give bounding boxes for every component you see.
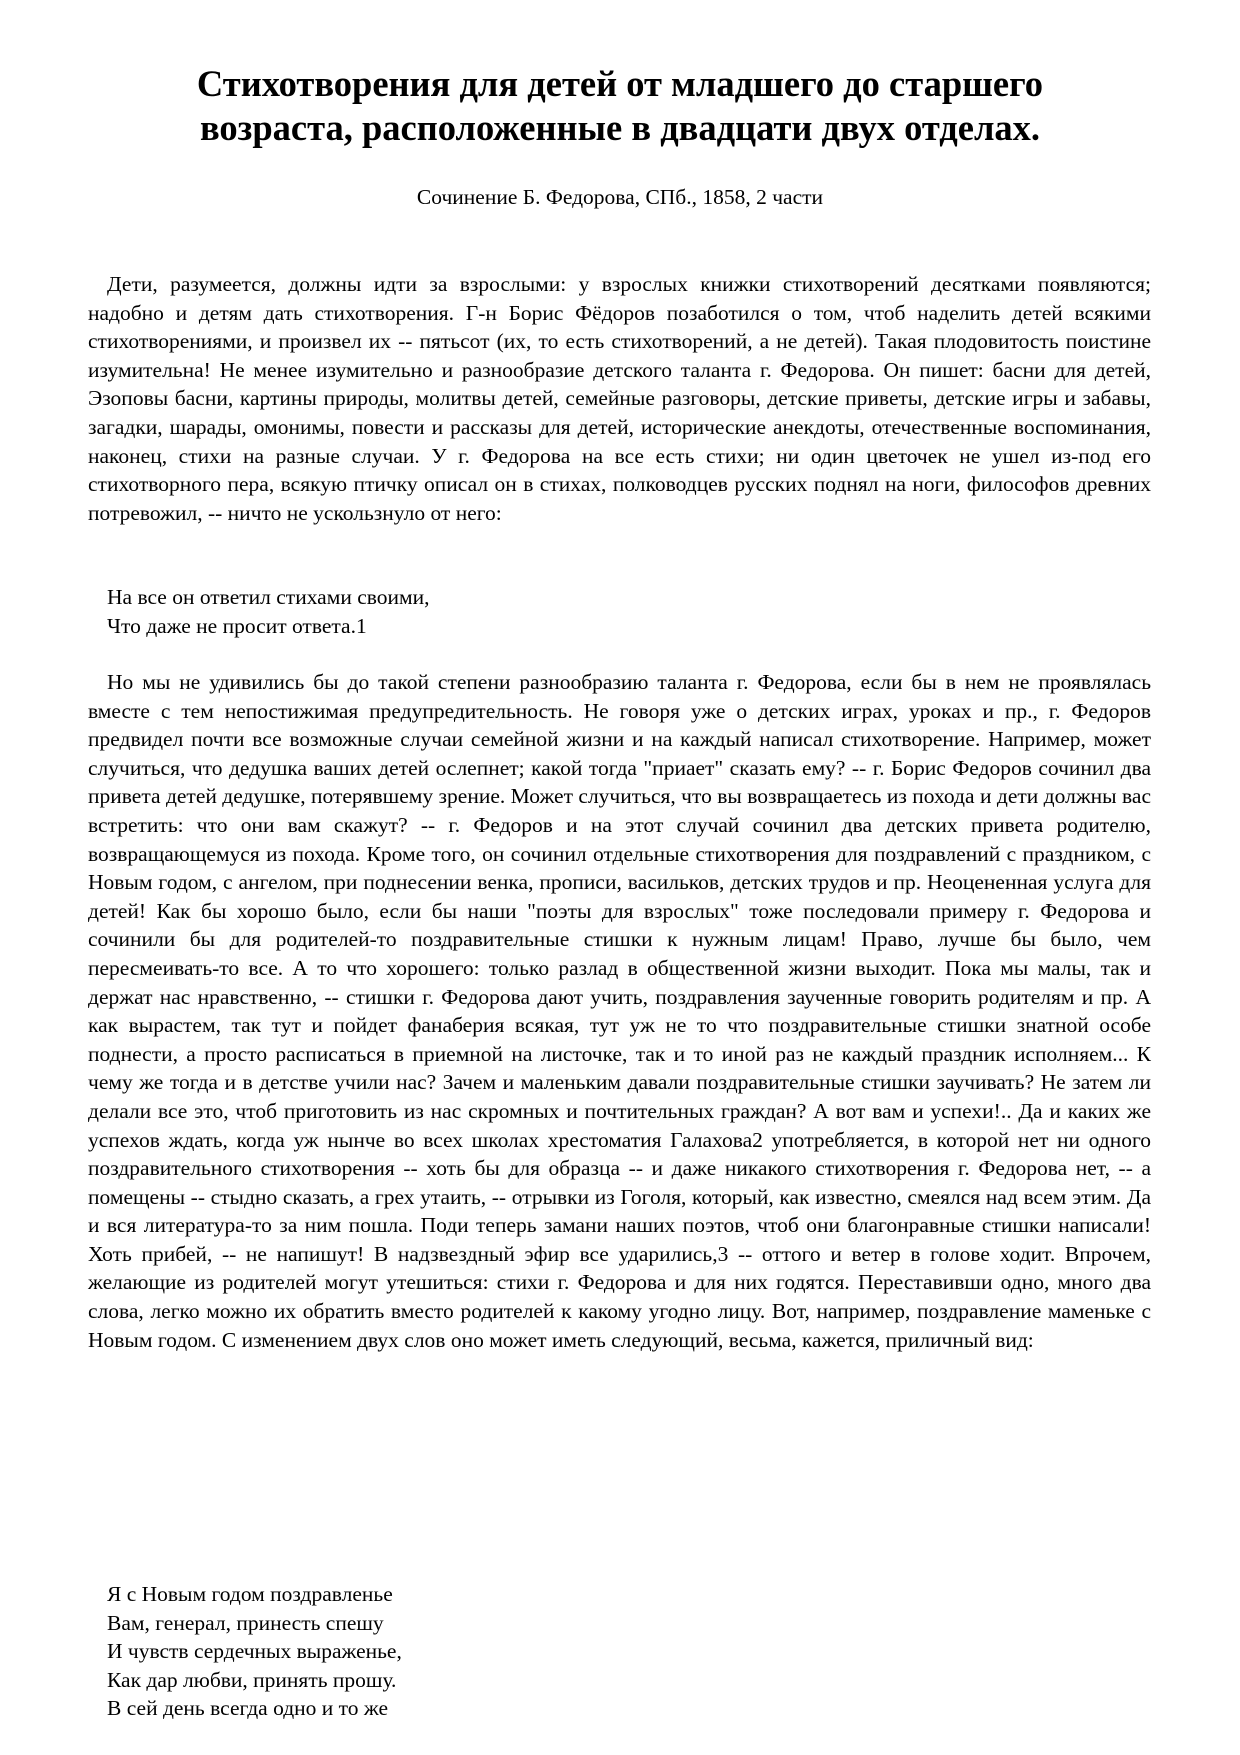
verse-line: Вам, генерал, принесть спешу [107,1610,384,1635]
body-paragraph: Но мы не удивились бы до такой степени разнообразию таланта г. Федорова, если бы в нем не проявлялась вместе с тем непостижимая предупредительность. Не говоря уже о детских играх, уроках и пр., г. Федоров предвидел почти все возможные случаи семейной жизни и на каждый написал стихотворение. Например, может случиться, что дедушка ваших детей ослепнет; какой тогда "приает" сказать ему? -- г. Борис Федоров сочинил два привета детей дедушке, потерявшему зрение. Может случиться, что вы возвращаетесь из похода и дети должны вас встретить: что они вам скажут? -- г. Федоров и на этот случай сочинил два детских привета родителю, возвращающемуся из похода. Кроме того, он сочинил отдельные стихотворения для поздравлений с праздником, с Новым годом, с ангелом, при поднесении венка, прописи, васильков, детских трудов и пр. Неоцененная услуга для детей! Как бы хорошо было, если бы наши "поэты для взрослых" тоже последовали примеру г. Федорова и сочинили бы для родителей-то поздравительные стишки к нужным лицам! Право, лучше бы было, чем пересмеивать-то все. А то что хорошего: только разлад в общественной жизни выходит. Пока мы малы, так и держат нас нравственно, -- стишки г. Федорова дают учить, поздравления заученные говорить родителям и пр. А как вырастем, так тут и пойдет фанаберия всякая, тут уж не то что поздравительные стишки знатной особе поднести, а просто расписаться в приемной на листочке, так и то иной раз не каждый праздник исполняем... К чему же тогда и в детстве учили нас? Зачем и маленьким давали поздравительные стишки заучивать? Не затем ли делали все это, чтоб приготовить из нас скромных и почтительных граждан? А вот вам и успехи!.. Да и каких же успехов ждать, когда уж нынче во всех школах хрестоматия Галахова2 употребляется, в которой нет ни одного поздравительного стихотворения -- хоть бы для образца -- и даже никакого стихотворения г. Федорова нет, -- а помещены -- стыдно сказать, а грех утаить, -- отрывки из Гоголя, который, как известно, смеялся над всем этим. Да и вся литература-то за ним пошла. Поди теперь замани наших поэтов, чтоб они благонравные стишки написали! Хоть прибей, -- не напишут! В надзвездный эфир все ударились,3 -- оттого и ветер в голове ходит. Впрочем, желающие из родителей могут утешиться: стихи г. Федорова и для них годятся. Переставивши одно, много два слова, легко можно их обратить вместо родителей к какому угодно лицу. Вот, например, поздравление маменьке с Новым годом. С изменением двух слов оно может иметь следующий, весьма, кажется, приличный вид: [88,670,1151,1352]
document-title [100,62,1140,150]
title-line: Стихотворения для детей от младшего до старшего [196,63,1044,104]
verse-line: И чувств сердечных выраженье, [107,1639,402,1664]
verse-line: В сей день всегда одно и то же [107,1696,389,1721]
verse-line: На все он ответил стихами своими, [107,585,430,609]
verse-line: Что даже не просит ответа.1 [107,613,367,638]
body-paragraph: Дети, разумеется, должны идти за взрослыми: у взрослых книжки стихотворений десятками появляются; надобно и детям дать стихотворения. Г-н Борис Фёдоров позаботился о том, чтоб наделить детей всякими стихотворениями, и произвел их -- пятьсот (их, то есть стихотворений, а не детей). Такая плодовитость поистине изумительна! Не менее изумительно и разнообразие детского таланта г. Федорова. Он пишет: басни для детей, Эзоповы басни, картины природы, молитвы детей, семейные разговоры, детские приветы, детские игры и забавы, загадки, шарады, омонимы, повести и рассказы для детей, исторические анекдоты, отечественные воспоминания, наконец, стихи на разные случаи. У г. Федорова на все есть стихи; ни один цветочек не ушел из-под его стихотворного пера, всякую птичку описал он в стихах, полководцев русских поднял на ноги, философов древних потревожил, -- ничто не ускользнуло от него: [88,272,1151,525]
verse-line: Я с Новым годом поздравленье [107,1582,393,1606]
verse-quote [107,1580,402,1723]
title-line: возраста, расположенные в двадцати двух отделах. [199,107,1041,148]
document-subtitle: Сочинение Б. Федорова, СПб., 1858, 2 части [416,185,824,209]
verse-quote [107,583,430,640]
verse-line: Как дар любви, принять прошу. [107,1667,397,1692]
